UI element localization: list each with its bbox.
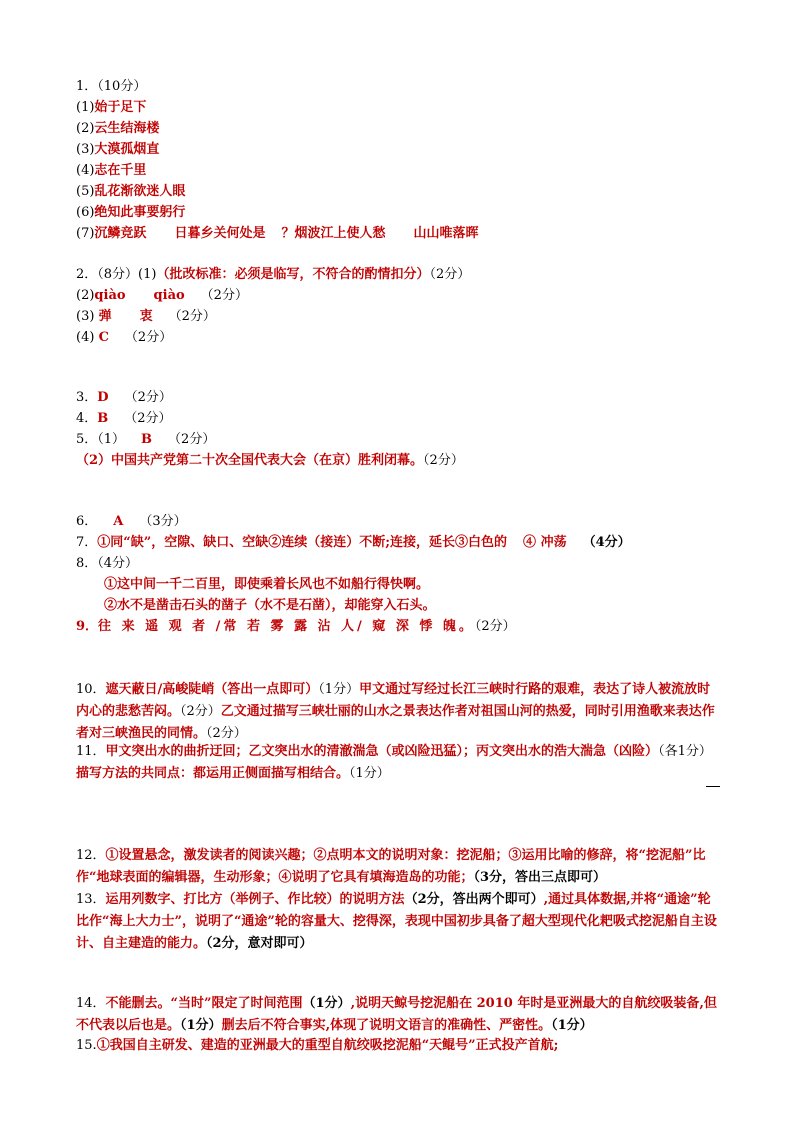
q2-num-4: (4) [76, 330, 95, 345]
q1-item-answer: 志在千里 [94, 163, 147, 178]
q1-item-1 [76, 99, 146, 117]
q2-line-2 [76, 287, 248, 305]
q2-num-2: (2) [76, 288, 95, 303]
q9-answer: 往 来 遥 观 者 /常 若 雾 露 沾 人/ 窥 深 悸 魄。 [98, 619, 475, 634]
q14-answer-1: 不能删去。“当时”限定了时间范围 [105, 996, 303, 1011]
q8-answer-2: ②水不是凿击石头的凿子（水不是石凿），却能穿入石头。 [104, 598, 436, 613]
q13-answer-1: 运用列数字、打比方（举例子、作比较）的说明方法 [105, 892, 405, 907]
q6-line [76, 513, 187, 531]
q2-num-3: (3) [76, 309, 95, 324]
q3-answer: D [97, 390, 109, 405]
q2-answer-2a: qiào [94, 288, 126, 303]
q1-item-num: (3) [76, 142, 95, 157]
q1-item-answer: 大漠孤烟直 [94, 142, 160, 157]
q8-line-2 [104, 597, 436, 615]
q14-block [76, 993, 722, 1037]
q12-block [76, 845, 722, 889]
q2-prefix: 2．（8分）(1) [76, 267, 157, 282]
q13-num: 13． [76, 892, 106, 907]
q13-answer-2: ,通过具体数据,并将“通途”轮比作“海上大力士”，说明了“通途”轮的容量大、挖得深，表现中国初步具备了超大型现代化耙吸式挖泥船自主设计、自主建造的能力。 [76, 892, 717, 951]
q3-line [76, 389, 172, 407]
q13-score-1: （2分，答出两个即可） [404, 892, 544, 907]
q2-score-3: （2分） [168, 309, 216, 324]
q7-line [76, 534, 631, 552]
q9-score: （2分） [474, 619, 516, 634]
q1-item-answer: 绝知此事要躬行 [94, 205, 186, 220]
q4-line [76, 410, 172, 428]
q5-score-2: （2分） [423, 453, 464, 468]
q1-item-answer: 始于足下 [94, 100, 147, 115]
q1-item-6 [76, 204, 185, 222]
q1-item7-c: ？烟波江上使人愁 [281, 226, 386, 241]
q14-score-3: （1分） [551, 1018, 593, 1033]
q1-item7-b: 日暮乡关何处是 [174, 226, 266, 241]
q2-answer-3a: 弹 [98, 309, 112, 324]
q10-score-2: （2分） [180, 704, 221, 719]
q5-answer-2: （2）中国共产党第二十次全国代表大会（在京）胜利闭幕。 [76, 453, 424, 468]
q15-line [76, 1037, 558, 1055]
q12-score: （3分，答出三点即可） [473, 870, 607, 885]
q1-item7-a: 沉鳞竞跃 [94, 226, 147, 241]
q5-line-2 [76, 452, 464, 470]
q7-score: （4分） [582, 535, 631, 550]
q1-item-num: (2) [76, 121, 95, 136]
q2-line-3 [76, 308, 216, 326]
q4-num: 4． [76, 411, 98, 426]
q1-item-2 [76, 120, 159, 138]
q14-num: 14． [76, 996, 106, 1011]
q2-line-4 [76, 329, 172, 347]
q11-answer-2: 描写方法的共同点：都运用正侧面描写相结合。 [76, 766, 350, 781]
q1-header: 1．（10分） [76, 79, 147, 94]
q1-item-answer: 乱花渐欲迷人眼 [94, 184, 186, 199]
q1-item-num: (5) [76, 184, 95, 199]
q5-line-1 [76, 431, 215, 449]
q10-answer-3: 乙文通过描写三峡壮丽的山水之景表达作者对祖国山河的热爱，同时引用渔歌来表达作者对三峡渔民的同情。 [76, 704, 715, 741]
q1-item-num: (7) [76, 226, 95, 241]
q10-block [76, 679, 722, 745]
q5-num: 5．（1） [76, 432, 126, 447]
q10-num: 10． [76, 682, 106, 697]
q11-answer-1: 甲文突出水的曲折迂回；乙文突出水的清澈湍急（或凶险迅猛）；丙文突出水的浩大湍急（凶险） [105, 744, 659, 759]
q12-answer: ①设置悬念，激发读者的阅读兴趣；②点明本文的说明对象：挖泥船；③运用比喻的修辞，将“挖泥船”比作“地球表面的编辑器，生动形象；④说明了它具有填海造岛的功能； [76, 848, 706, 885]
q10-answer-1: 遮天蔽日/高峻陡峭（答出一点即可） [105, 682, 319, 697]
q10-score-1: （1分） [318, 682, 360, 697]
q14-score-1: （1分） [302, 996, 351, 1011]
q11-num: 11． [76, 744, 106, 759]
q14-answer-2: ,说明天鲸号挖泥船在 2010 年时是亚洲最大的自航绞吸装备,但不代表以后也是。 [76, 996, 717, 1033]
q9-line [76, 618, 516, 636]
q10-score-3: （2分） [206, 726, 247, 741]
q13-block [76, 889, 722, 955]
q2-score-2: （2分） [200, 288, 248, 303]
q1-item-7 [76, 225, 478, 243]
q7-num: 7． [76, 535, 98, 550]
q2-answer-1: （批改标准：必须是临写，不符合的酌情扣分） [156, 267, 430, 282]
q6-num: 6． [76, 514, 98, 529]
q2-answer-4: C [98, 330, 109, 345]
q2-line-1 [76, 266, 470, 284]
q8-answer-1: ①这中间一千二百里，即使乘着长风也不如船行得快啊。 [104, 577, 430, 592]
q2-score-1: （2分） [429, 267, 471, 282]
q1-item7-d: 山山唯落晖 [413, 226, 479, 241]
q11-block [76, 741, 722, 785]
q9-num: 9． [76, 619, 99, 634]
q4-score: （2分） [124, 411, 172, 426]
q2-answer-3b: 衷 [139, 309, 153, 324]
q1-item-4 [76, 162, 146, 180]
q2-score-4: （2分） [124, 330, 173, 345]
q6-answer: A [113, 514, 124, 529]
q13-score-2: （2分，意对即可） [206, 936, 313, 951]
q3-num: 3． [76, 390, 98, 405]
q10-answer-2: 甲文通过写经过长江三峡时行路的艰难，表达了诗人被流放时内心的悲愁苦闷。 [76, 682, 711, 719]
q1-item-answer: 云生结海楼 [94, 121, 160, 136]
q1-item-num: (4) [76, 163, 95, 178]
q14-score-2: （1分） [180, 1018, 222, 1033]
q1-item-num: (6) [76, 205, 95, 220]
q1-item-3 [76, 141, 159, 159]
q8-line-1 [104, 576, 429, 594]
q1-item-5 [76, 183, 185, 201]
q3-score: （2分） [124, 390, 172, 405]
q15-answer: ①我国自主研发、建造的亚洲最大的重型自航绞吸挖泥船“天鲲号”正式投产首航; [96, 1038, 559, 1053]
q7-answer: ①同“缺”，空隙、缺口、空缺②连续（接连）不断;连接，延长③白色的 [97, 535, 508, 550]
q1-item-num: (1) [76, 100, 95, 115]
separator-mark [706, 786, 720, 787]
q11-score-2: （1分） [349, 766, 390, 781]
q6-score: （3分） [139, 514, 187, 529]
q15-num: 15. [76, 1038, 97, 1053]
q7-answer-4: ④ 冲荡 [523, 535, 567, 550]
q14-answer-3: 删去后不符合事实,体现了说明文语言的准确性、严密性。 [221, 1018, 552, 1033]
q5-answer-1: B [141, 432, 153, 447]
q5-score-1: （2分） [168, 432, 216, 447]
q8-header: 8．（4分） [76, 556, 139, 571]
q4-answer: B [97, 411, 109, 426]
q12-num: 12． [76, 848, 106, 863]
q11-score-1: （各1分） [658, 744, 712, 759]
q2-answer-2b: qiào [153, 288, 185, 303]
